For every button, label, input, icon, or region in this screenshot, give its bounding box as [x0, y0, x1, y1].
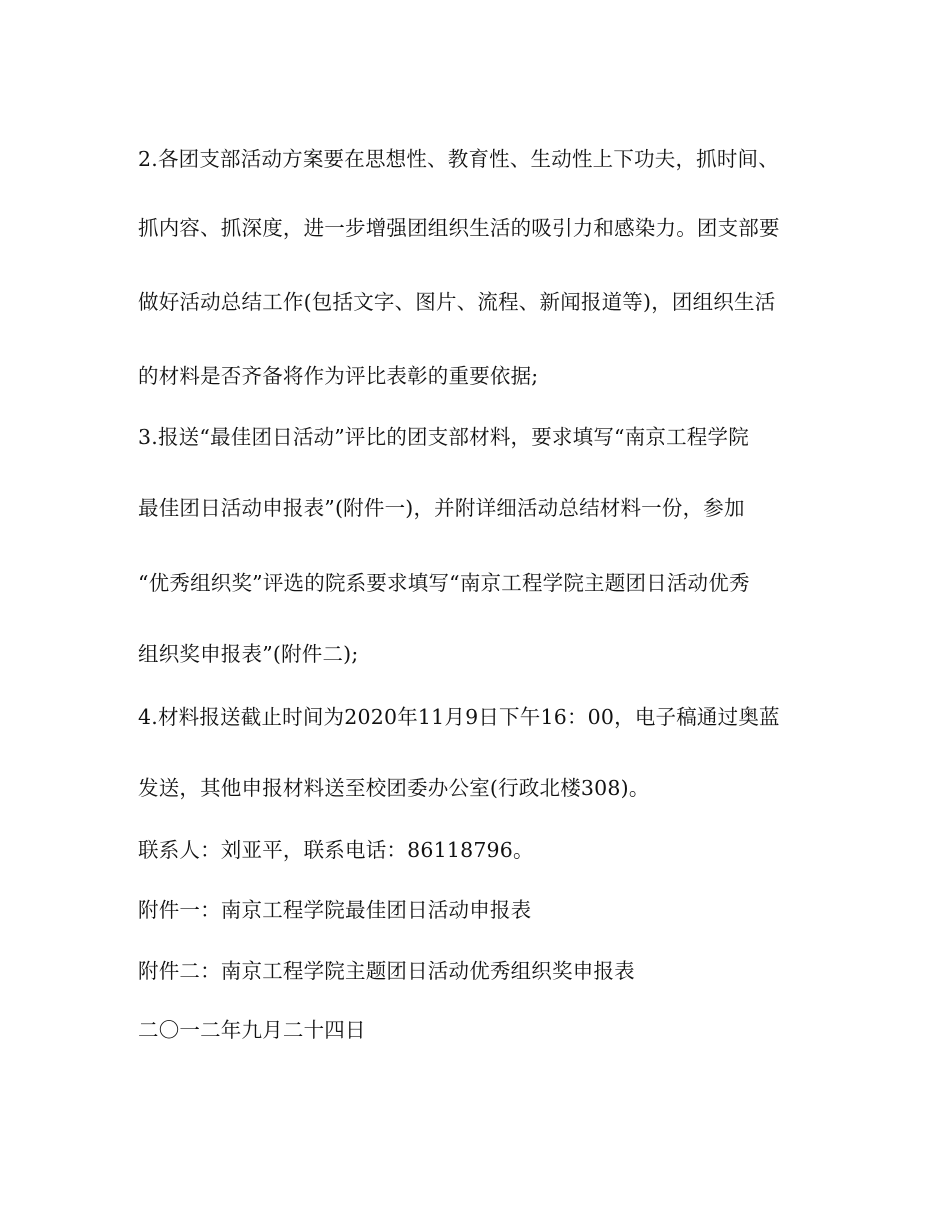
date-line: 二〇一二年九月二十四日 [138, 1018, 366, 1042]
paragraph-line: 的材料是否齐备将作为评比表彰的重要依据; [138, 364, 539, 388]
paragraph-line: 最佳团日活动申报表”(附件一)，并附详细活动总结材料一份，参加 [138, 496, 745, 520]
paragraph-line: 抓内容、抓深度，进一步增强团组织生活的吸引力和感染力。团支部要 [138, 216, 780, 240]
attachment-one-line: 附件一：南京工程学院最佳团日活动申报表 [138, 898, 532, 922]
paragraph-line: 发送，其他申报材料送至校团委办公室(行政北楼308)。 [138, 776, 650, 800]
paragraph-line: 3.报送“最佳团日活动”评比的团支部材料，要求填写“南京工程学院 [138, 425, 749, 449]
paragraph-line: “优秀组织奖”评选的院系要求填写“南京工程学院主题团日活动优秀 [138, 571, 750, 595]
paragraph-line: 4.材料报送截止时间为2020年11月9日下午16：00，电子稿通过奥蓝 [138, 705, 780, 729]
paragraph-line: 做好活动总结工作(包括文字、图片、流程、新闻报道等)，团组织生活 [138, 290, 776, 314]
contact-line: 联系人：刘亚平，联系电话：86118796。 [138, 838, 534, 862]
paragraph-line: 2.各团支部活动方案要在思想性、教育性、生动性上下功夫，抓时间、 [138, 147, 779, 171]
paragraph-line: 组织奖申报表”(附件二); [138, 642, 359, 666]
attachment-two-line: 附件二：南京工程学院主题团日活动优秀组织奖申报表 [138, 959, 635, 983]
